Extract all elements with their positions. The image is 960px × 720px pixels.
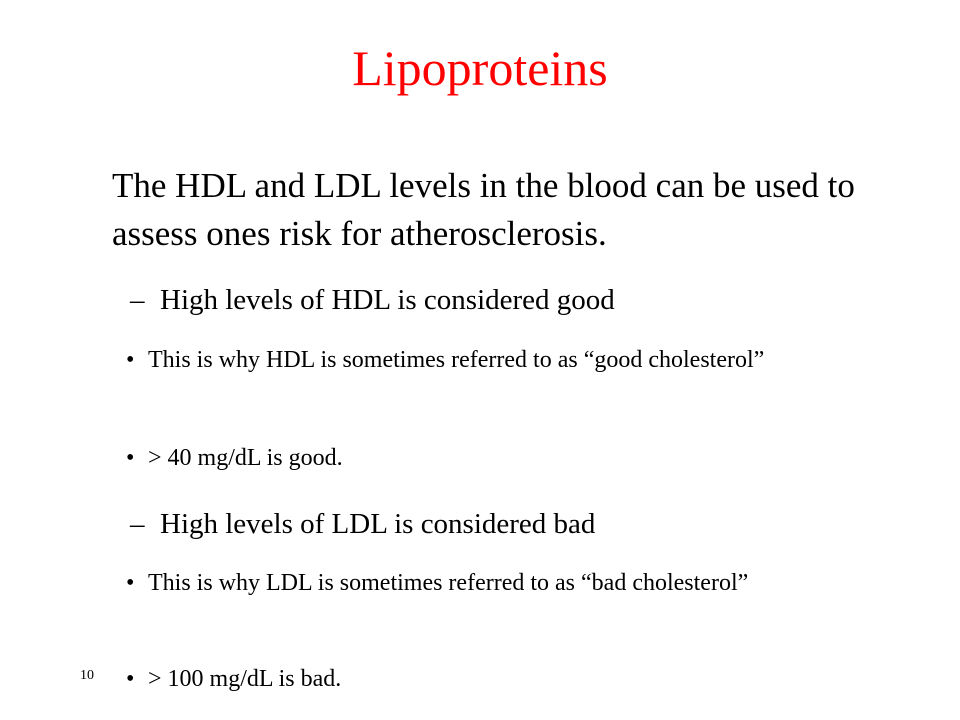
bullet-text: This is why LDL is sometimes referred to as “bad cholesterol”	[148, 570, 749, 596]
bullet-marker: •	[126, 570, 135, 596]
bullet-text: This is why HDL is sometimes referred to as “good cholesterol”	[148, 347, 765, 373]
bullet-marker: •	[126, 347, 135, 373]
bullet-marker: •	[126, 666, 135, 692]
sub-point-text: High levels of HDL is considered good	[160, 284, 615, 316]
sub-point-ldl	[130, 506, 595, 542]
slide-number: 10	[80, 668, 94, 683]
sub-point-hdl	[130, 282, 615, 318]
sub-point-text: High levels of LDL is considered bad	[160, 508, 596, 540]
bullet-text: > 100 mg/dL is bad.	[148, 666, 342, 692]
bullet-text: > 40 mg/dL is good.	[148, 445, 343, 471]
dash-marker: –	[130, 508, 145, 540]
bullet-hdl-threshold	[126, 442, 848, 474]
bullet-ldl-threshold	[126, 663, 848, 695]
dash-marker: –	[130, 284, 145, 316]
slide-title: Lipoproteins	[352, 40, 608, 96]
bullet-marker: •	[126, 445, 135, 471]
bullet-ldl-bad-cholesterol	[126, 567, 848, 599]
bullet-hdl-good-cholesterol	[126, 344, 848, 376]
intro-paragraph: The HDL and LDL levels in the blood can be used to assess ones risk for atherosclerosis.	[112, 166, 855, 253]
